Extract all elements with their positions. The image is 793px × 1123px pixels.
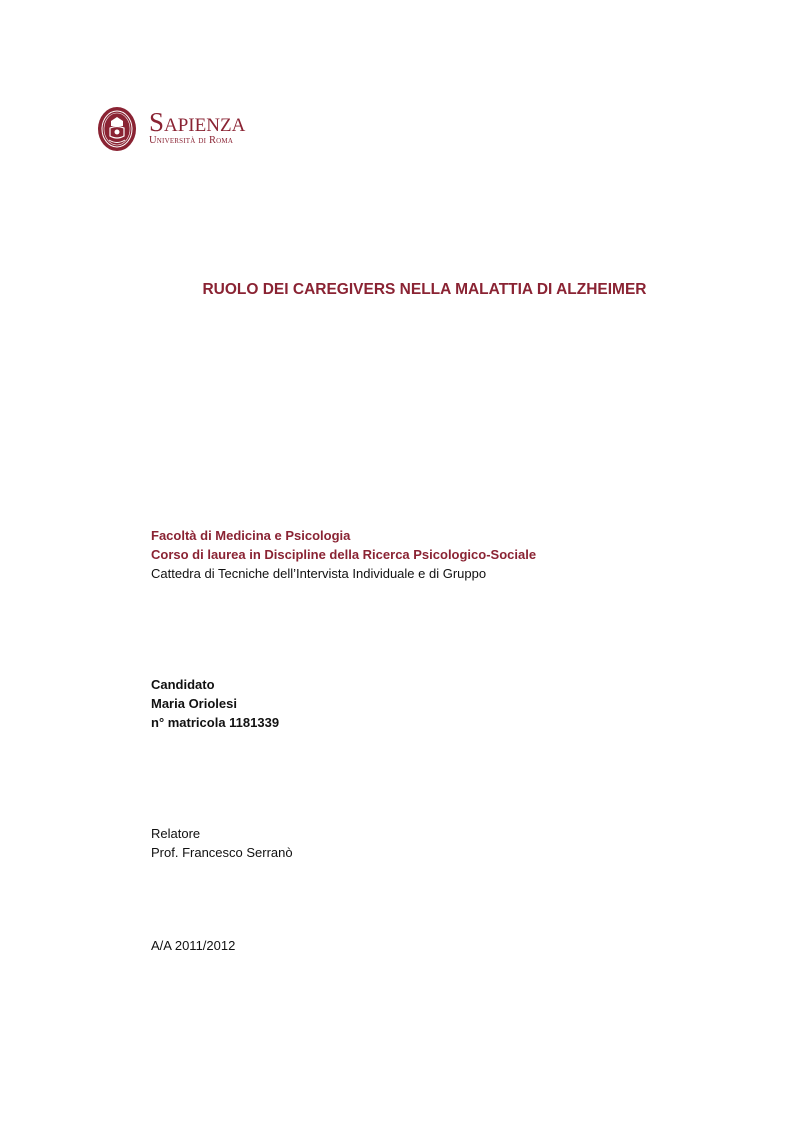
university-name: Sapienza [149,107,246,138]
candidate-name: Maria Oriolesi [151,696,237,711]
chair-name: Cattedra di Tecniche dell’Intervista Individuale e di Gruppo [151,566,487,581]
university-seal-icon [97,106,137,152]
academic-year: A/A 2011/2012 [151,938,236,953]
supervisor-label: Relatore [151,826,201,841]
university-subtitle: Università di Roma [149,135,234,147]
university-wordmark [149,107,246,147]
university-logo [97,105,245,153]
supervisor-name: Prof. Francesco Serranò [151,845,293,860]
faculty-name: Facoltà di Medicina e Psicologia [151,528,351,543]
faculty-block [151,526,536,583]
thesis-title: RUOLO DEI CAREGIVERS NELLA MALATTIA DI ALZHEIMER [202,281,647,298]
candidate-matricola: n° matricola 1181339 [151,715,280,730]
candidate-block [151,675,279,732]
candidate-label: Candidato [151,677,215,692]
supervisor-block [151,824,293,862]
course-name: Corso di laurea in Discipline della Ricerca Psicologico-Sociale [151,547,537,562]
